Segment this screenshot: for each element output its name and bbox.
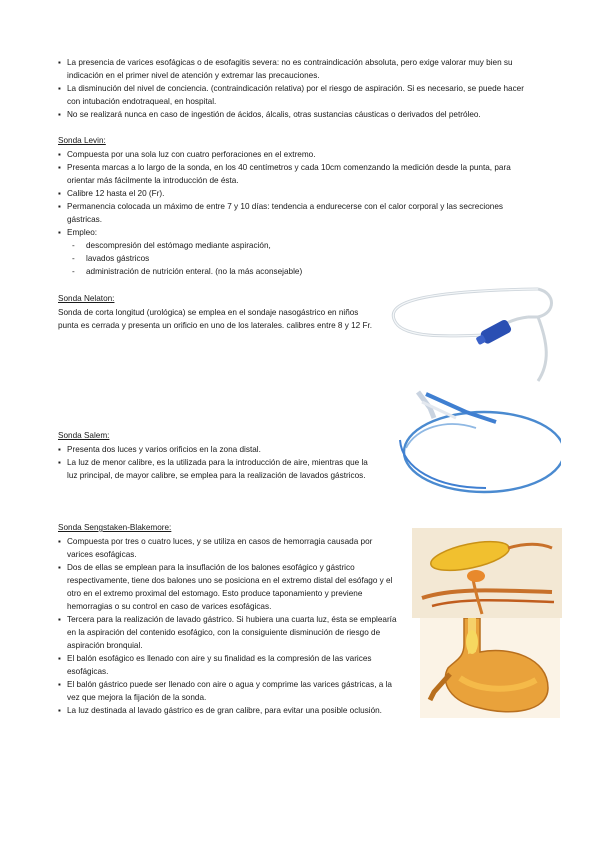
- list-item: ▪ Presenta marcas a lo largo de la sonda, en los 40 centímetros y cada 10cm comenzando la medición desde la punta, para orientar más fácilmente la introducción de ésta.: [58, 161, 528, 187]
- list-item: ▪ La disminución del nivel de conciencia. (contraindicación relativa) por el riesgo de aspiración. Si es necesario, se puede hacer con intubación endotraqueal, en hospital.: [58, 82, 528, 108]
- list-item: ▪ Empleo:: [58, 226, 528, 239]
- sengstaken-list: [58, 535, 398, 717]
- list-item: ▪ No se realizará nunca en caso de ingestión de ácidos, álcalis, otras sustancias cáusticas o derivados del petróleo.: [58, 108, 528, 121]
- salem-heading: Sonda Salem:: [58, 431, 110, 440]
- levin-uses-list: [72, 239, 492, 278]
- levin-list: [58, 148, 528, 239]
- list-item: ▪ La luz de menor calibre, es la utilizada para la introducción de aire, mientras que la luz principal, de mayor calibre, se emplea para la realización de lavados gástricos.: [58, 456, 368, 482]
- list-item: ▪ Tercera para la realización de lavado gástrico. Si hubiera una cuarta luz, ésta se emplearía en la aspiración del contenido esofágico, con la consiguiente disminución de riesgo de aspiración bronquial.: [58, 613, 398, 652]
- list-item: - lavados gástricos: [72, 252, 492, 265]
- nelaton-tube-image: [388, 283, 558, 383]
- list-item: ▪ Compuesta por una sola luz con cuatro perforaciones en el extremo.: [58, 148, 528, 161]
- list-item: ▪ Presenta dos luces y varios orificios en la zona distal.: [58, 443, 368, 456]
- list-item: ▪ Calibre 12 hasta el 20 (Fr).: [58, 187, 528, 200]
- nelaton-text: Sonda de corta longitud (urológica) se emplea en el sondaje nasogástrico en niños punta es cerrada y presenta un orificio en uno de los laterales. calibres entre 8 y 12 Fr.: [58, 308, 373, 330]
- levin-heading: Sonda Levin:: [58, 136, 106, 145]
- nelaton-heading: Sonda Nelaton:: [58, 294, 115, 303]
- salem-tube-image: [396, 388, 561, 498]
- list-item: ▪ Permanencia colocada un máximo de entre 7 y 10 días: tendencia a endurecerse con el calor corporal y las secreciones gástricas.: [58, 200, 528, 226]
- list-item: - descompresión del estómago mediante aspiración,: [72, 239, 492, 252]
- list-item: ▪ La luz destinada al lavado gástrico es de gran calibre, para evitar una posible oclusión.: [58, 704, 398, 717]
- list-item: ▪ El balón gástrico puede ser llenado con aire o agua y comprime las varices gástricas, a la vez que mejora la fijación de la sonda.: [58, 678, 398, 704]
- list-item: ▪ Compuesta por tres o cuatro luces, y se utiliza en casos de hemorragia causada por varices esofágicas.: [58, 535, 398, 561]
- stomach-image: [420, 618, 560, 718]
- list-item: ▪ La presencia de varices esofágicas o de esofagitis severa: no es contraindicación absoluta, pero exige valorar muy bien su indicación en el primer nivel de atención y extremar las precauciones.: [58, 56, 528, 82]
- sengstaken-tube-image: [412, 528, 562, 618]
- list-item: - administración de nutrición enteral. (no la más aconsejable): [72, 265, 492, 278]
- list-item: ▪ Dos de ellas se emplean para la insuflación de los balones esofágico y gástrico respectivamente, tiene dos balones uno se posiciona en el extremo distal del esófago y el otro en el extremo proximal del estomago. Esto produce taponamiento y previene hemorragias o su control en caso de varices esofágicas.: [58, 561, 398, 613]
- sengstaken-heading: Sonda Sengstaken-Blakemore:: [58, 523, 172, 532]
- list-item: ▪ El balón esofágico es llenado con aire y su finalidad es la compresión de las varices esofágicas.: [58, 652, 398, 678]
- salem-list: [58, 443, 368, 482]
- intro-list: [58, 56, 528, 121]
